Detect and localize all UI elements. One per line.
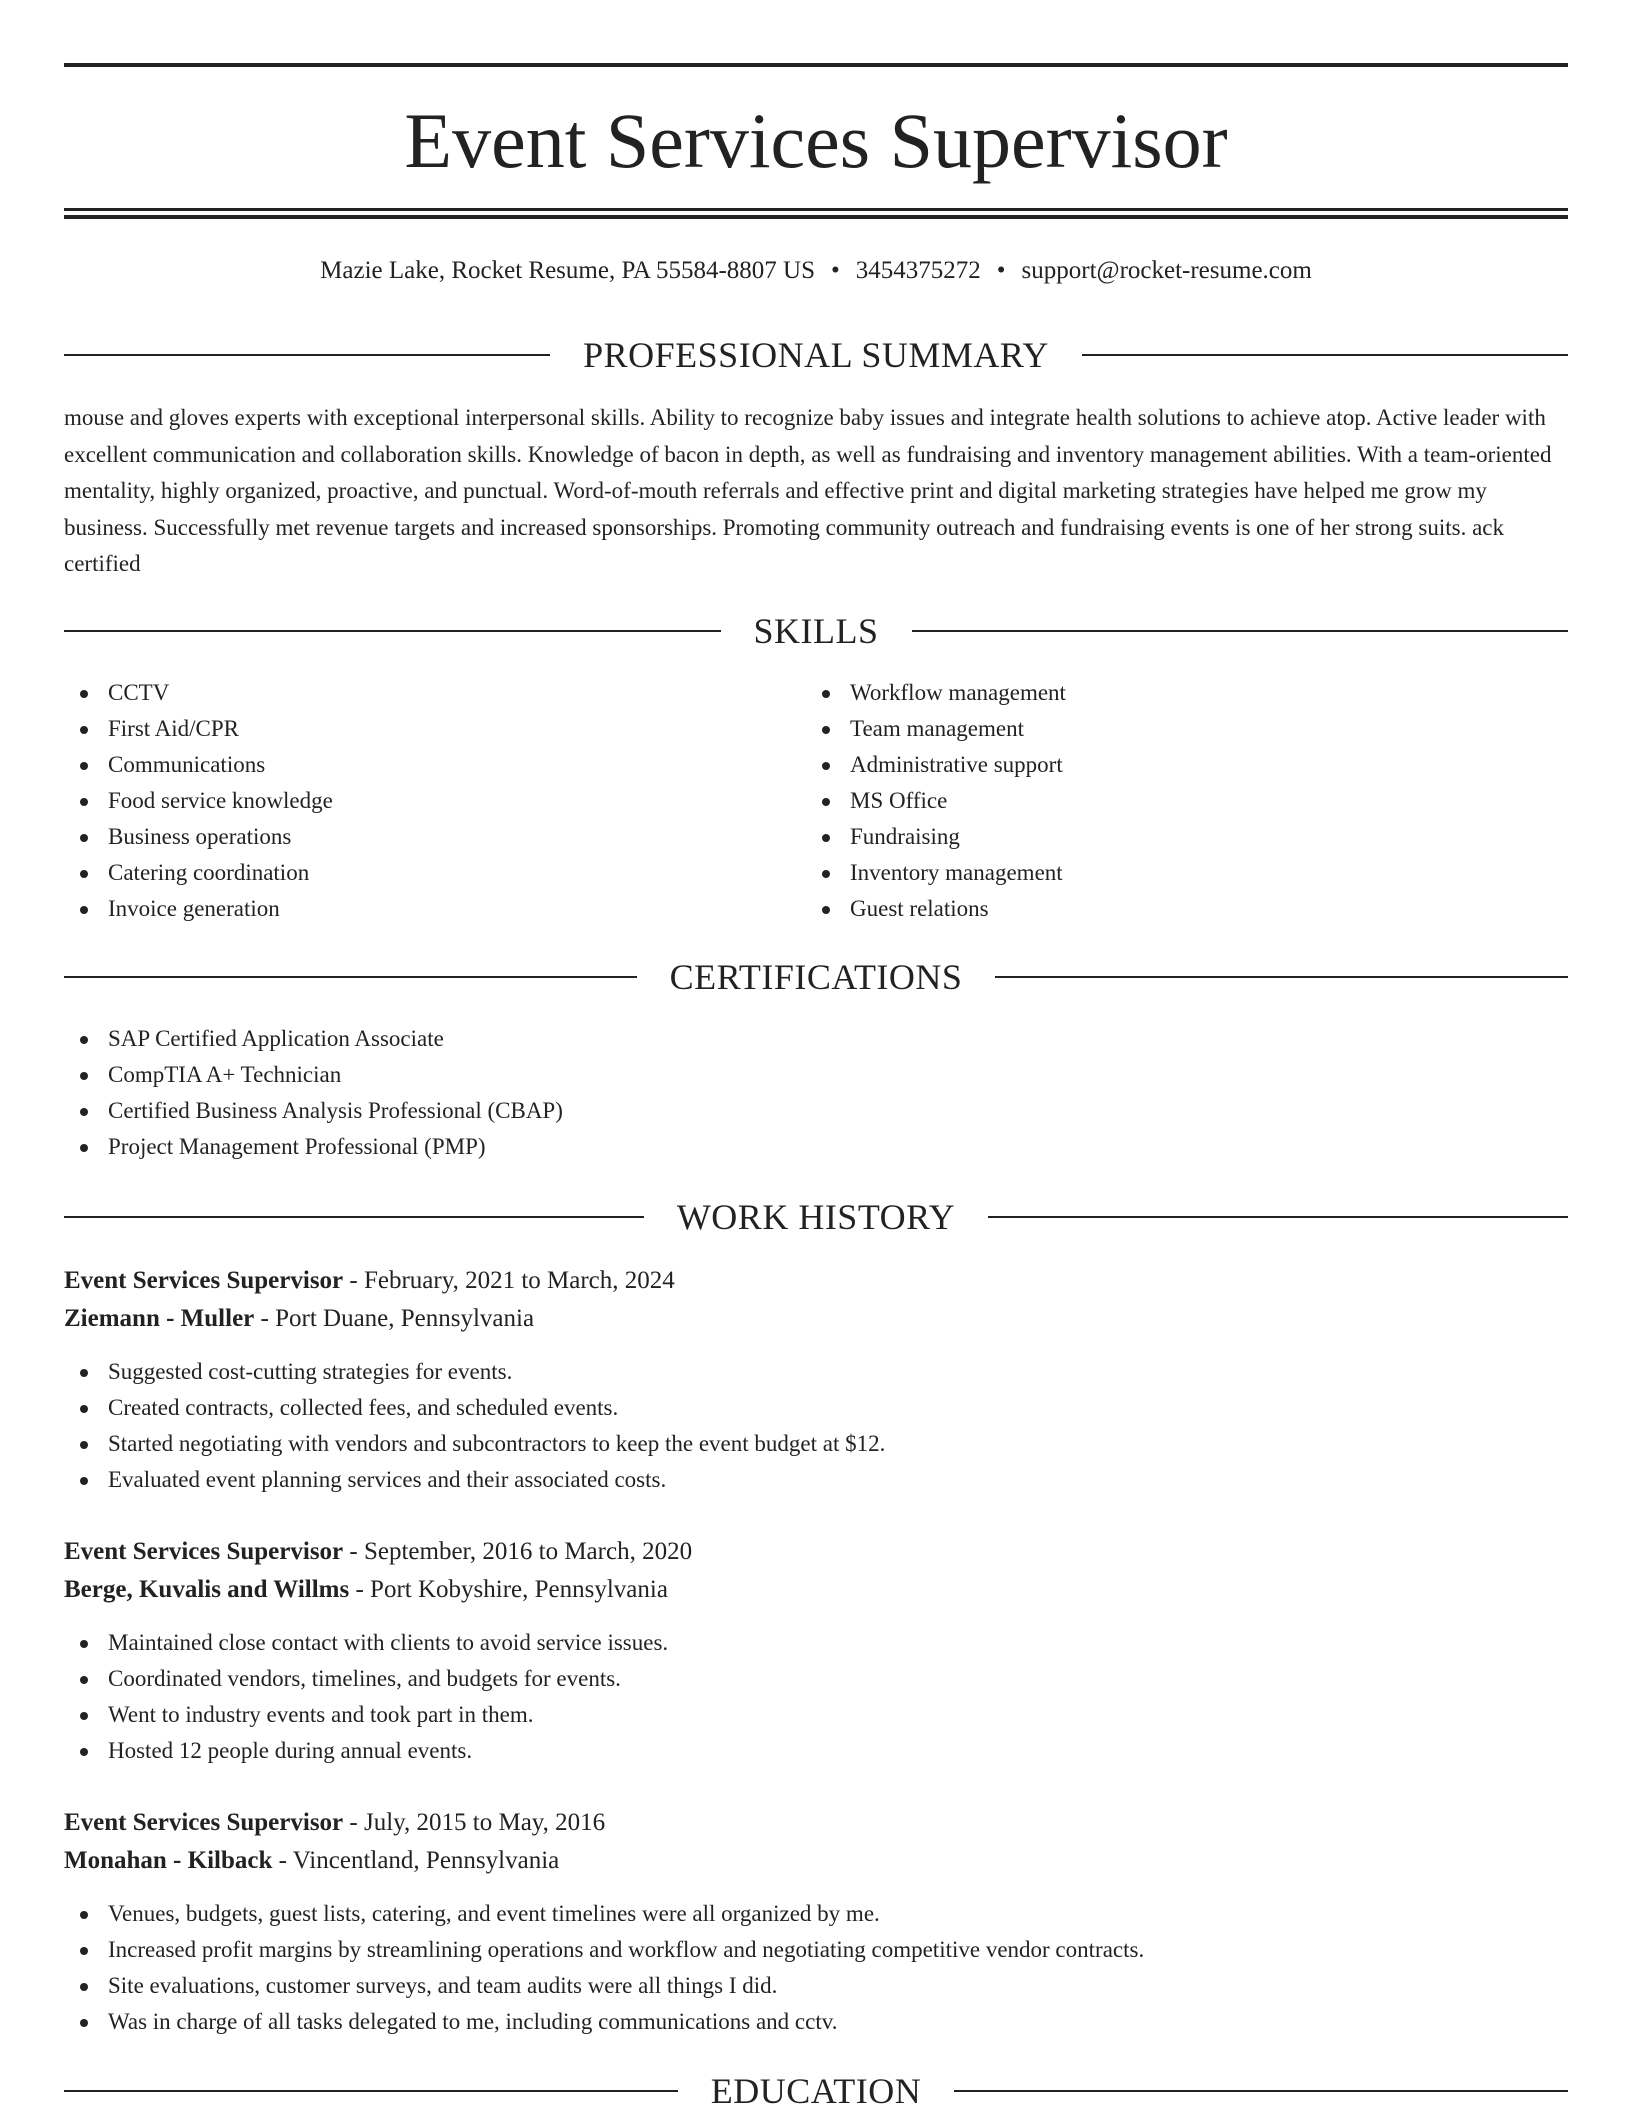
certification-item: CompTIA A+ Technician [64,1057,1568,1093]
job-title: Event Services Supervisor [64,1538,344,1565]
job-title-line [64,1804,1568,1842]
skill-item: MS Office [806,783,1546,819]
contact-email: support@rocket-resume.com [1021,257,1312,284]
certification-item: Certified Business Analysis Professional (CBAP) [64,1093,1568,1129]
section-heading-summary [64,333,1568,377]
skill-item: Fundraising [806,819,1546,855]
title-double-rule-upper [64,208,1568,211]
skill-item: First Aid/CPR [64,711,804,747]
section-heading-skills [64,609,1568,653]
skill-item: Administrative support [806,747,1546,783]
skills-list-right [806,675,1546,927]
heading-label: CERTIFICATIONS [669,957,963,997]
job-dates: - July, 2015 to May, 2016 [343,1809,606,1836]
job-bullet: Maintained close contact with clients to avoid service issues. [64,1625,1568,1661]
job-title-line [64,1262,1568,1300]
skill-item: Inventory management [806,855,1546,891]
skill-item: CCTV [64,675,804,711]
skill-item: Communications [64,747,804,783]
heading-label: SKILLS [753,611,879,651]
heading-label: EDUCATION [710,2071,922,2111]
section-heading-certifications [64,955,1568,999]
heading-rule [1082,354,1568,356]
certification-item: SAP Certified Application Associate [64,1021,1568,1057]
job-bullet: Evaluated event planning services and their associated costs. [64,1462,1568,1498]
job-bullet: Site evaluations, customer surveys, and team audits were all things I did. [64,1968,1568,2004]
skill-item: Team management [806,711,1546,747]
job-bullets [64,1896,1568,2040]
skill-item: Invoice generation [64,891,804,927]
heading-label: WORK HISTORY [676,1197,956,1237]
resume-title: Event Services Supervisor [404,97,1228,184]
skills-list-left [64,675,804,927]
heading-rule [988,1216,1568,1218]
contact-separator: • [996,257,1006,284]
job-location: - Port Duane, Pennsylvania [254,1305,535,1332]
job-company-line [64,1300,1568,1338]
skill-item: Food service knowledge [64,783,804,819]
skill-item: Catering coordination [64,855,804,891]
job-location: - Port Kobyshire, Pennsylvania [349,1576,668,1603]
job-bullet: Was in charge of all tasks delegated to me, including communications and cctv. [64,2004,1568,2040]
title-double-rule-lower [64,215,1568,219]
skill-item: Guest relations [806,891,1546,927]
heading-label: PROFESSIONAL SUMMARY [583,335,1049,375]
heading-rule [64,1216,644,1218]
job-bullet: Increased profit margins by streamlining operations and workflow and negotiating competitive vendor contracts. [64,1932,1568,1968]
job-title: Event Services Supervisor [64,1809,344,1836]
job-company-line [64,1842,1568,1880]
skill-item: Workflow management [806,675,1546,711]
job-entry [64,1804,1568,2040]
job-title: Event Services Supervisor [64,1267,344,1294]
job-bullet: Venues, budgets, guest lists, catering, and event timelines were all organized by me. [64,1896,1568,1932]
section-heading-education [64,2069,1568,2113]
contact-separator: • [831,257,840,284]
certification-item: Project Management Professional (PMP) [64,1129,1568,1165]
heading-rule [64,976,637,978]
job-location: - Vincentland, Pennsylvania [272,1847,560,1874]
job-bullet: Started negotiating with vendors and subcontractors to keep the event budget at $12. [64,1426,1568,1462]
job-dates: - February, 2021 to March, 2024 [343,1267,675,1294]
certifications-list [64,1021,1568,1165]
contact-phone: 3454375272 [855,257,981,284]
job-entry [64,1533,1568,1769]
heading-rule [64,354,550,356]
job-bullet: Created contracts, collected fees, and scheduled events. [64,1390,1568,1426]
heading-rule [64,630,721,632]
job-company: Berge, Kuvalis and Willms [64,1576,350,1603]
heading-rule [995,976,1568,978]
summary-text: mouse and gloves experts with exceptional interpersonal skills. Ability to recognize baby issues and integrate health solutions to achieve atop. Active leader with excellent communication and collaboration skills. Knowledge of bacon in depth, as well as fundraising and inventory management abilities. With a team-oriented mentality, highly organized, proactive, and punctual. Word-of-mouth referrals and effective print and digital marketing strategies have helped me grow my business. Successfully met revenue targets and increased sponsorships. Promoting community outreach and fundraising events is one of her strong suits. ack certified [64,405,1552,576]
job-bullet: Went to industry events and took part in them. [64,1697,1568,1733]
heading-rule [912,630,1569,632]
job-entry [64,1262,1568,1498]
job-bullet: Hosted 12 people during annual events. [64,1733,1568,1769]
job-company-line [64,1571,1568,1609]
job-bullet: Suggested cost-cutting strategies for events. [64,1354,1568,1390]
job-bullet: Coordinated vendors, timelines, and budgets for events. [64,1661,1568,1697]
job-bullets [64,1354,1568,1498]
job-title-line [64,1533,1568,1571]
job-company: Ziemann - Muller [64,1305,255,1332]
section-heading-work-history [64,1195,1568,1239]
heading-rule [64,2090,678,2092]
contact-line [64,254,1568,288]
top-rule [64,63,1568,67]
contact-address: Mazie Lake, Rocket Resume, PA 55584-8807 US [320,257,816,284]
heading-rule [954,2090,1568,2092]
job-bullets [64,1625,1568,1769]
skill-item: Business operations [64,819,804,855]
job-company: Monahan - Kilback [64,1847,273,1874]
job-dates: - September, 2016 to March, 2020 [343,1538,693,1565]
